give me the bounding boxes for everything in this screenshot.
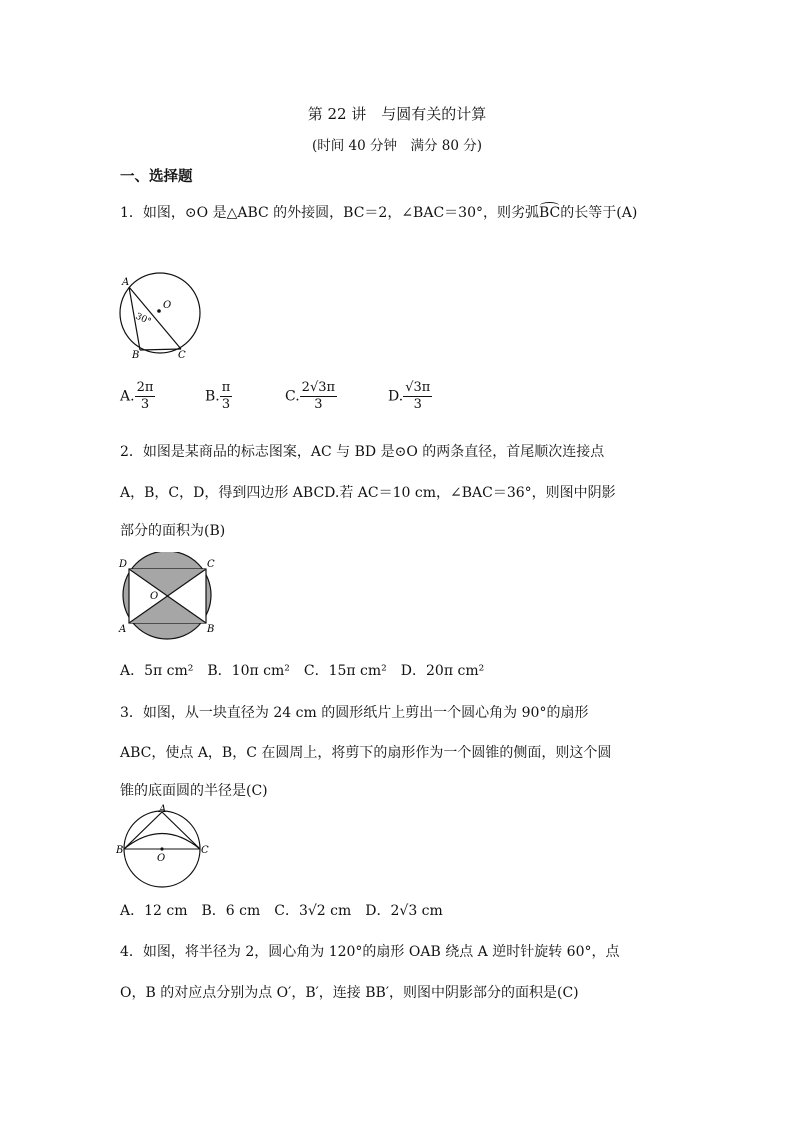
- question-1-option-c: C. $\frac{2√3\pi}{3}$: [285, 380, 336, 412]
- point-b-label: B: [207, 624, 215, 635]
- point-c-label: C: [207, 559, 215, 570]
- segment-ac: [162, 812, 200, 849]
- question-3-options: A．12 cm B．6 cm C．3√2 cm D．2√3 cm: [120, 903, 443, 919]
- point-a-label: A: [159, 804, 167, 815]
- question-1-stem: [120, 202, 637, 222]
- question-1-option-d: D. $\frac{√3\pi}{3}$: [388, 380, 431, 412]
- page-title: 第 22 讲 与圆有关的计算: [307, 105, 487, 123]
- point-o-label: O: [150, 591, 159, 602]
- question-1-text-post: 的长等于(A): [560, 205, 638, 221]
- point-d-label: D: [119, 559, 128, 570]
- sector-arc-bc: [124, 834, 200, 850]
- point-o-label: O: [163, 300, 172, 311]
- question-4-line-2: O，B 的对应点分别为点 O′，B′，连接 BB′，则图中阴影部分的面积是(C): [120, 985, 579, 1001]
- circle-o: [120, 273, 200, 353]
- question-2-line-1: 2．如图是某商品的标志图案，AC 与 BD 是⊙O 的两条直径，首尾顺次连接点: [120, 444, 605, 460]
- point-c-label: C: [178, 350, 186, 361]
- page-subtitle: (时间 40 分钟 满分 80 分): [311, 138, 483, 154]
- question-3-figure: [114, 804, 214, 888]
- question-1-option-a: A. $\frac{2\pi}{3}$: [120, 380, 154, 412]
- angle-label: 30°: [133, 311, 153, 328]
- center-o-dot: [160, 847, 163, 850]
- question-4-line-1: 4．如图，将半径为 2，圆心角为 120°的扇形 OAB 绕点 A 逆时针旋转 60°，点: [120, 944, 620, 960]
- segment-ab: [124, 812, 162, 849]
- point-a-label: A: [122, 277, 130, 288]
- question-3-line-3: 锥的底面圆的半径是(C): [120, 783, 268, 799]
- question-2-figure: [114, 552, 220, 640]
- question-3-line-1: 3．如图，从一块直径为 24 cm 的圆形纸片上剪出一个圆心角为 90°的扇形: [120, 705, 589, 721]
- question-2-line-3: 部分的面积为(B): [120, 523, 226, 539]
- point-a-label: A: [119, 624, 127, 635]
- point-o-label: O: [157, 853, 166, 864]
- center-o-dot: [157, 309, 161, 313]
- question-2-line-2: A，B，C，D，得到四边形 ABCD.若 AC＝10 cm，∠BAC＝36°，则图中阴影: [120, 485, 616, 501]
- question-1-option-b: B. $\frac{\pi}{3}$: [205, 380, 231, 412]
- point-b-label: B: [116, 845, 124, 856]
- question-1-text-pre: 1．如图，⊙O 是△ABC 的外接圆，BC＝2，∠BAC＝30°，则劣弧: [120, 205, 539, 221]
- section-heading: 一、选择题: [120, 168, 193, 185]
- question-2-options: A．5π cm² B．10π cm² C．15π cm² D．20π cm²: [120, 663, 485, 679]
- point-c-label: C: [201, 845, 209, 856]
- point-b-label: B: [132, 350, 140, 361]
- arc-bc-label: BC: [538, 205, 561, 221]
- question-1-figure: [112, 268, 212, 363]
- question-3-line-2: ABC，使点 A，B，C 在圆周上，将剪下的扇形作为一个圆锥的侧面，则这个圆: [120, 745, 612, 761]
